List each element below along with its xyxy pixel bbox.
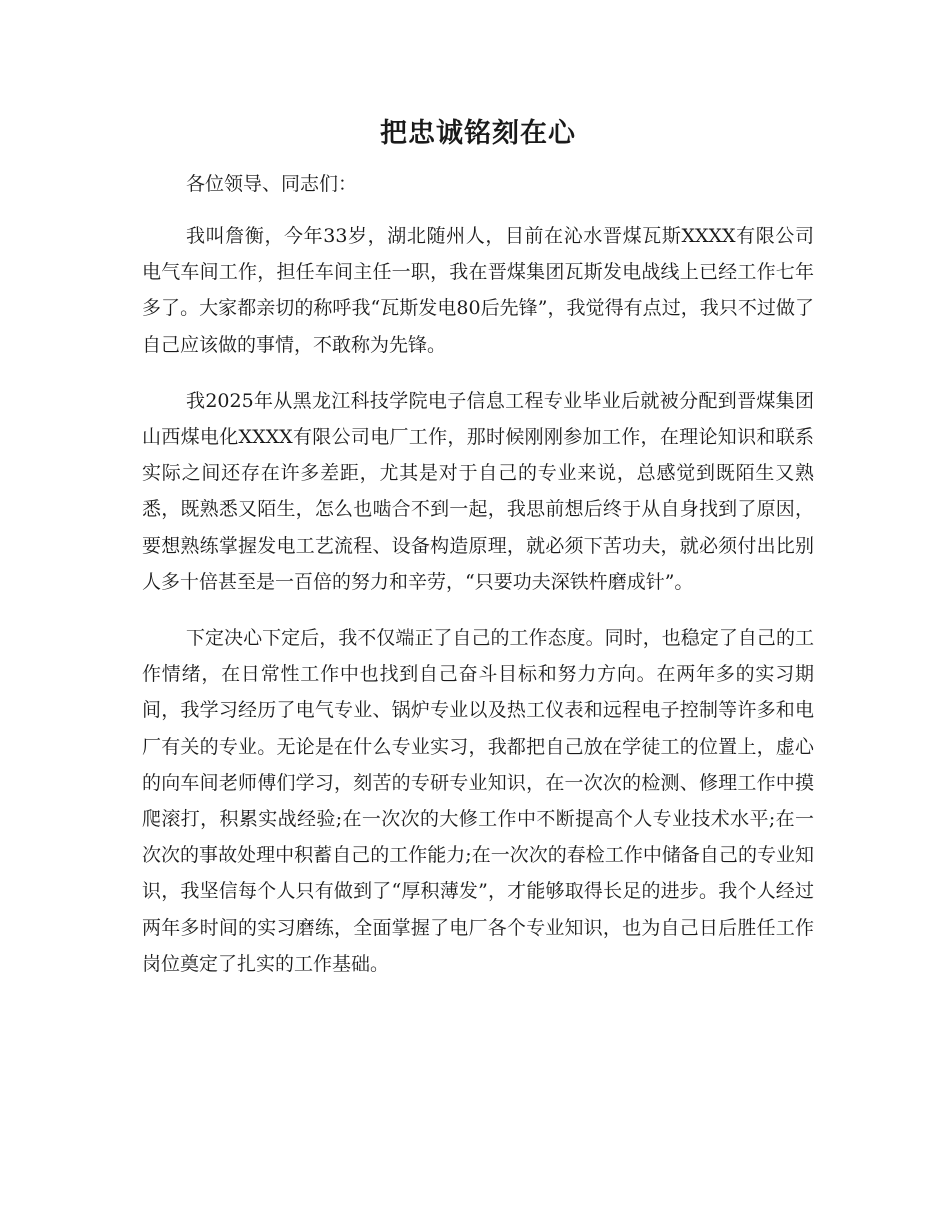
document-title: 把忠诚铭刻在心 <box>380 118 576 149</box>
document-page <box>142 108 814 1002</box>
paragraph-2: 我2025年从黑龙江科技学院电子信息工程专业毕业后就被分配到晋煤集团山西煤电化XXXX有限公司电厂工作，那时候刚刚参加工作，在理论知识和联系实际之间还存在许多差距，尤其是对于自己的专业来说，总感觉到既陌生又熟悉，既熟悉又陌生，怎么也啮合不到一起，我思前想后终于从自身找到了原因，要想熟练掌握发电工艺流程、设备构造原理，就必须下苦功夫，就必须付出比别人多十倍甚至是一百倍的努力和辛劳，“只要功夫深铁杵磨成针”。 <box>142 389 814 593</box>
paragraph-1: 我叫詹衡，今年33岁，湖北随州人，目前在沁水晋煤瓦斯XXXX有限公司电气车间工作，担任车间主任一职，我在晋煤集团瓦斯发电战线上已经工作七年多了。大家都亲切的称呼我“瓦斯发电80后先锋”，我觉得有点过，我只不过做了自己应该做的事情，不敢称为先锋。 <box>142 225 814 356</box>
paragraph-3: 下定决心下定后，我不仅端正了自己的工作态度。同时，也稳定了自己的工作情绪，在日常性工作中也找到自己奋斗目标和努力方向。在两年多的实习期间，我学习经历了电气专业、锅炉专业以及热工仪表和远程电子控制等许多和电厂有关的专业。无论是在什么专业实习，我都把自己放在学徒工的位置上，虚心的向车间老师傅们学习，刻苦的专研专业知识，在一次次的检测、修理工作中摸爬滚打，积累实战经验;在一次次的大修工作中不断提高个人专业技术水平;在一次次的事故处理中积蓄自己的工作能力;在一次次的春检工作中储备自己的专业知识，我坚信每个人只有做到了“厚积薄发”，才能够取得长足的进步。我个人经过两年多时间的实习磨练，全面掌握了电厂各个专业知识，也为自己日后胜任工作岗位奠定了扎实的工作基础。 <box>142 627 814 975</box>
salutation: 各位领导、同志们： <box>186 173 358 195</box>
